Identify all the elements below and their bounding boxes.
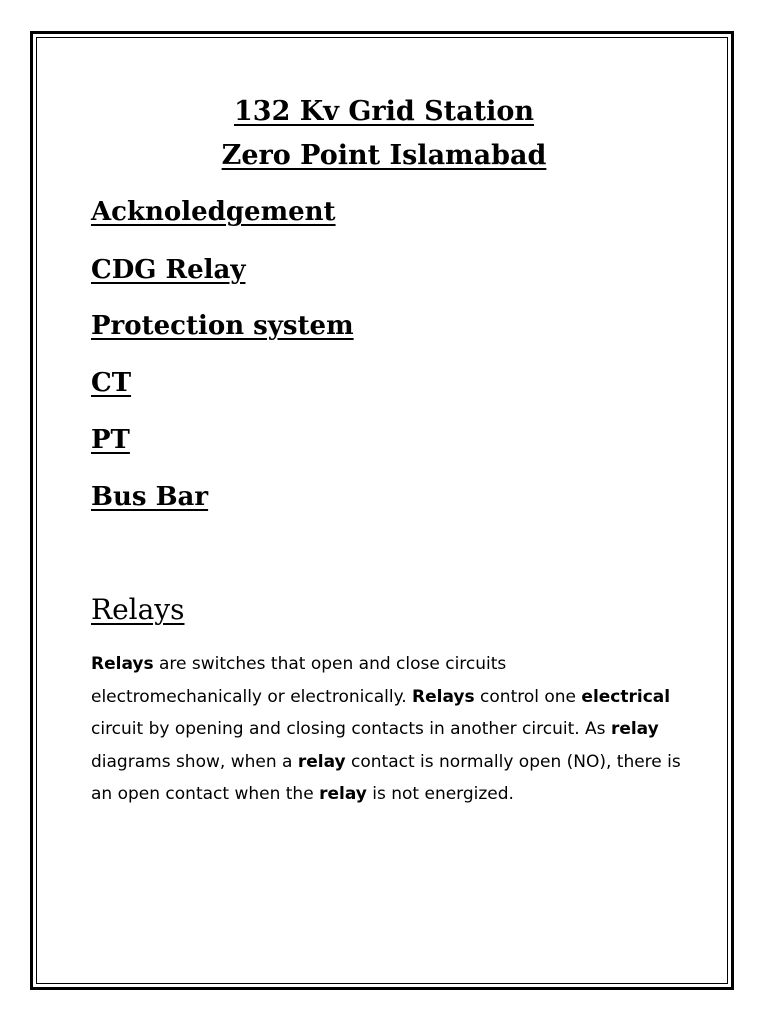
paragraph-text: circuit by opening and closing contacts in another circuit. As	[91, 719, 611, 739]
relays-paragraph	[91, 648, 681, 811]
bold-term: relay	[297, 751, 346, 772]
heading-ct: CT	[91, 368, 132, 398]
bold-term: relay	[319, 784, 367, 804]
heading-cdg-relay: CDG Relay	[91, 255, 246, 285]
heading-pt: PT	[91, 425, 130, 455]
title-line-2: Zero Point Islamabad	[221, 140, 547, 171]
paragraph-text: are switches that open and close circuits electromechanically or electronically.	[91, 654, 507, 707]
paragraph-text: diagrams show, when a	[91, 751, 298, 772]
heading-acknowledgement: Acknoledgement	[91, 197, 336, 227]
bold-term: electrical	[581, 686, 671, 707]
paragraph-text: contact is normally open (NO), there is an open contact when the	[91, 751, 681, 804]
bold-term: Relays	[412, 686, 475, 707]
paragraph-text: is not energized.	[366, 784, 514, 804]
bold-term: Relays	[91, 654, 154, 674]
bold-term: relay	[610, 719, 659, 739]
section-title-relays: Relays	[91, 593, 185, 626]
title-line-1: 132 Kv Grid Station	[234, 96, 534, 127]
paragraph-text: control one	[474, 686, 582, 707]
heading-protection-system: Protection system	[91, 311, 354, 341]
heading-bus-bar: Bus Bar	[91, 482, 209, 512]
